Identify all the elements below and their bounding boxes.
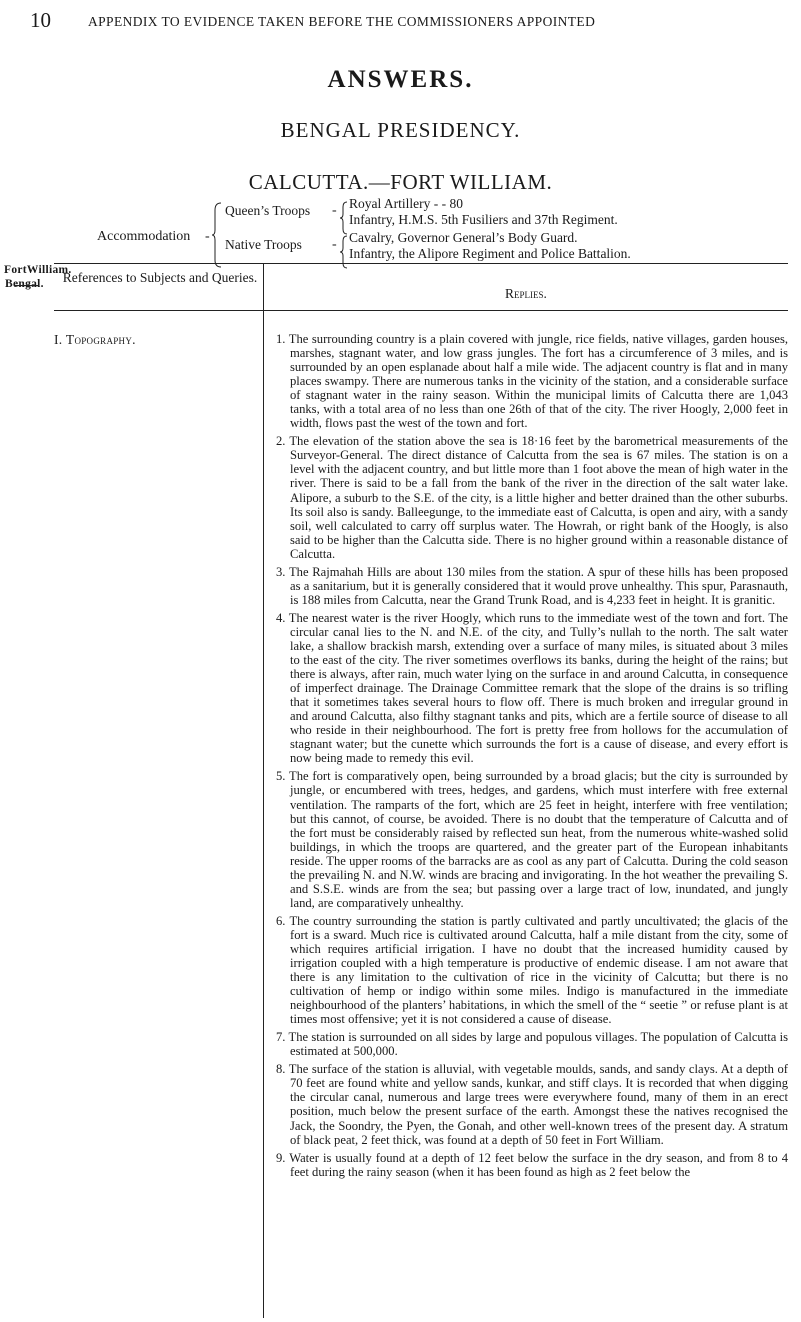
native-troops-label: Native Troops [225,237,302,252]
right-column-header: Replies. [505,286,547,301]
station-title: CALCUTTA.—FORT WILLIAM. [248,170,553,194]
reply-paragraph: 8. The surface of the station is alluvial, with vegetable moulds, sands, and sandy clays. At a depth of 70 feet are found white and yellow sands, kunkar, and stiff clays. It is recorded that when digging the circular canal, numerous and large trees were everywhere found, many of them in an erect position, much below the present surface of the earth. Amongst these the natives recognised the Jack, the Soondry, the Pyen, the Gonah, and other well-known trees of the present day. A stratum of black peat, 2 feet thick, was found at a depth of 50 feet in Fort William. [276,1062,788,1147]
accommodation-line: Infantry, H.M.S. 5th Fusiliers and 37th Regiment. [349,212,618,227]
queens-troops-label: Queen’s Troops [225,203,311,218]
main-title: ANSWERS. [327,66,474,93]
section-topic: I. Topography. [54,332,136,347]
accommodation-line: Infantry, the Alipore Regiment and Police Battalion. [349,246,631,261]
sidebar-rule [15,285,39,286]
reply-paragraph: 7. The station is surrounded on all sides by large and populous villages. The population of Calcutta is estimated at 500,000. [276,1030,788,1059]
page-number: 10 [30,8,51,32]
sidebar-presidency-name: Bengal. [5,278,44,290]
accommodation-label: Accommodation [97,229,191,244]
reply-paragraph: 2. The elevation of the station above the sea is 18·16 feet by the barometrical measurements of the Surveyor-General. The direct distance of Calcutta from the sea is 67 miles. The station is on a level with the adjacent country, and but little more than 1 foot above the mean of high water in the river. There is said to be a fall from the bank of the river in the direction of the salt water lake. Alipore, a suburb to the S.E. of the city, is a little higher and better drained than the other suburbs. Its soil also is sandy. Balleegunge, to the immediate east of Calcutta, is open and airy, with a sandy soil, well calculated to carry off surplus water. The Howrah, or right bank of the Hoogly, is also said to be higher than the Calcutta side. There is no higher ground within a reasonable distance of Calcutta. [276,434,788,561]
reply-paragraph: 3. The Rajmahah Hills are about 130 miles from the station. A spur of these hills has been proposed as a sanitarium, but it is generally considered that it would prove unhealthy. This spur, Parasnauth, is 188 miles from Calcutta, near the Grand Trunk Road, and is 4,233 feet in height. It is granitic. [276,564,788,607]
reply-paragraph: 9. Water is usually found at a depth of 12 feet below the surface in the dry season, and from 8 to 4 feet during the rainy season (when it has been found as high as 2 feet below the [276,1150,788,1179]
queens-troops-brace [340,201,348,235]
queens-dash: - [332,203,337,218]
left-column-header: References to Subjects and Queries. [62,270,258,285]
reply-paragraph: 6. The country surrounding the station is partly cultivated and partly uncultivated; the glacis of the fort is a sward. Much rice is cultivated around Calcutta, half a mile distant from the city, some of which requires artificial irrigation. I have no doubt that the increased humidity caused by irrigation coupled with a high temperature is productive of endemic disease. I am not aware that there is any limitation to the cultivation of rice in the vicinity of Calcutta; but there is no cultivation of hemp or indigo within some miles. Indigo is manufactured in the immediate neighbourhood of the planters’ habitations, in which the smell of the “ seetie ” or refuse plant is at times most offensive; yet it is not considered a cause of disease. [276,913,788,1027]
accommodation-dash: - [205,229,210,244]
reply-paragraph: 1. The surrounding country is a plain covered with jungle, rice fields, native villages, garden houses, marshes, stagnant water, and low grass jungles. The fort has a circumference of 3 miles, and is surrounded by an open esplanade about half a mile wide. The adjacent country is flat and in many places swampy. There are numerous tanks in the vicinity of the station, and a considerable surface of stagnant water in the rainy season. Within the municipal limits of Calcutta there are 1,043 tanks, with a total area of no less than one 26th of that of the city. The river Hoogly, 2,000 feet in width, flows past the west of the town and fort. [276,332,788,431]
presidency-title: BENGAL PRESIDENCY. [280,118,521,142]
replies-column [276,332,788,1183]
reply-paragraph: 5. The fort is comparatively open, being surrounded by a broad glacis; but the city is surrounded by jungle, or encumbered with trees, hedges, and gardens, which must interfere with free external ventilation. The ramparts of the fort, which are 25 feet in height, interfere with free ventilation; but this cannot, of course, be avoided. There is no doubt that the temperature of Calcutta and of the fort must be considerably raised by reflected sun heat, from the numerous white-washed solid buildings, in which the troops are quartered, and the greater part of the European inhabitants reside. The upper rooms of the barracks are as cool as any part of Calcutta. During the cold season the prevailing N. and N.W. winds are bracing and invigorating. In the hot weather the prevailing S. and S.S.E. winds are from the sea; but passing over a large tract of low, inundated, and jungly land, are comparatively unhealthy. [276,769,788,910]
running-title: APPENDIX TO EVIDENCE TAKEN BEFORE THE COMMISSIONERS APPOINTED [88,14,596,29]
table-top-rule [54,263,788,264]
column-divider [263,263,264,1318]
reply-paragraph: 4. The nearest water is the river Hoogly, which runs to the immediate west of the town and fort. The circular canal lies to the N. and N.E. of the city, and Tully’s nullah to the north. The salt water lake, a shallow brackish marsh, extending over a surface of many miles, is situated about 3 miles to the east of the city. The river sometimes overflows its banks, during the height of the rains; but there is always, after rain, much water lying on the surface in and around Calcutta, in consequence of imperfect drainage. The Drainage Committee remark that the slope of the drains is so trifling that it sometimes takes several hours to flow off. There is much broken and irregular ground in and around Calcutta, also filthy stagnant tanks and pits, which are a fertile source of disease to all who reside in their neighbourhood. The fort is pretty free from hollows for the accumulation of stagnant water; but the cunette which surrounds the fort is a cause of disease, and every effort is now being made to remedy this evil. [276,610,788,766]
accommodation-line: Royal Artillery - - 80 [349,196,463,211]
table-header-rule [54,310,788,311]
accommodation-outer-brace [212,202,222,268]
accommodation-line: Cavalry, Governor General’s Body Guard. [349,230,578,245]
native-dash: - [332,237,337,252]
sidebar-station-name: FortWilliam. [4,264,72,276]
